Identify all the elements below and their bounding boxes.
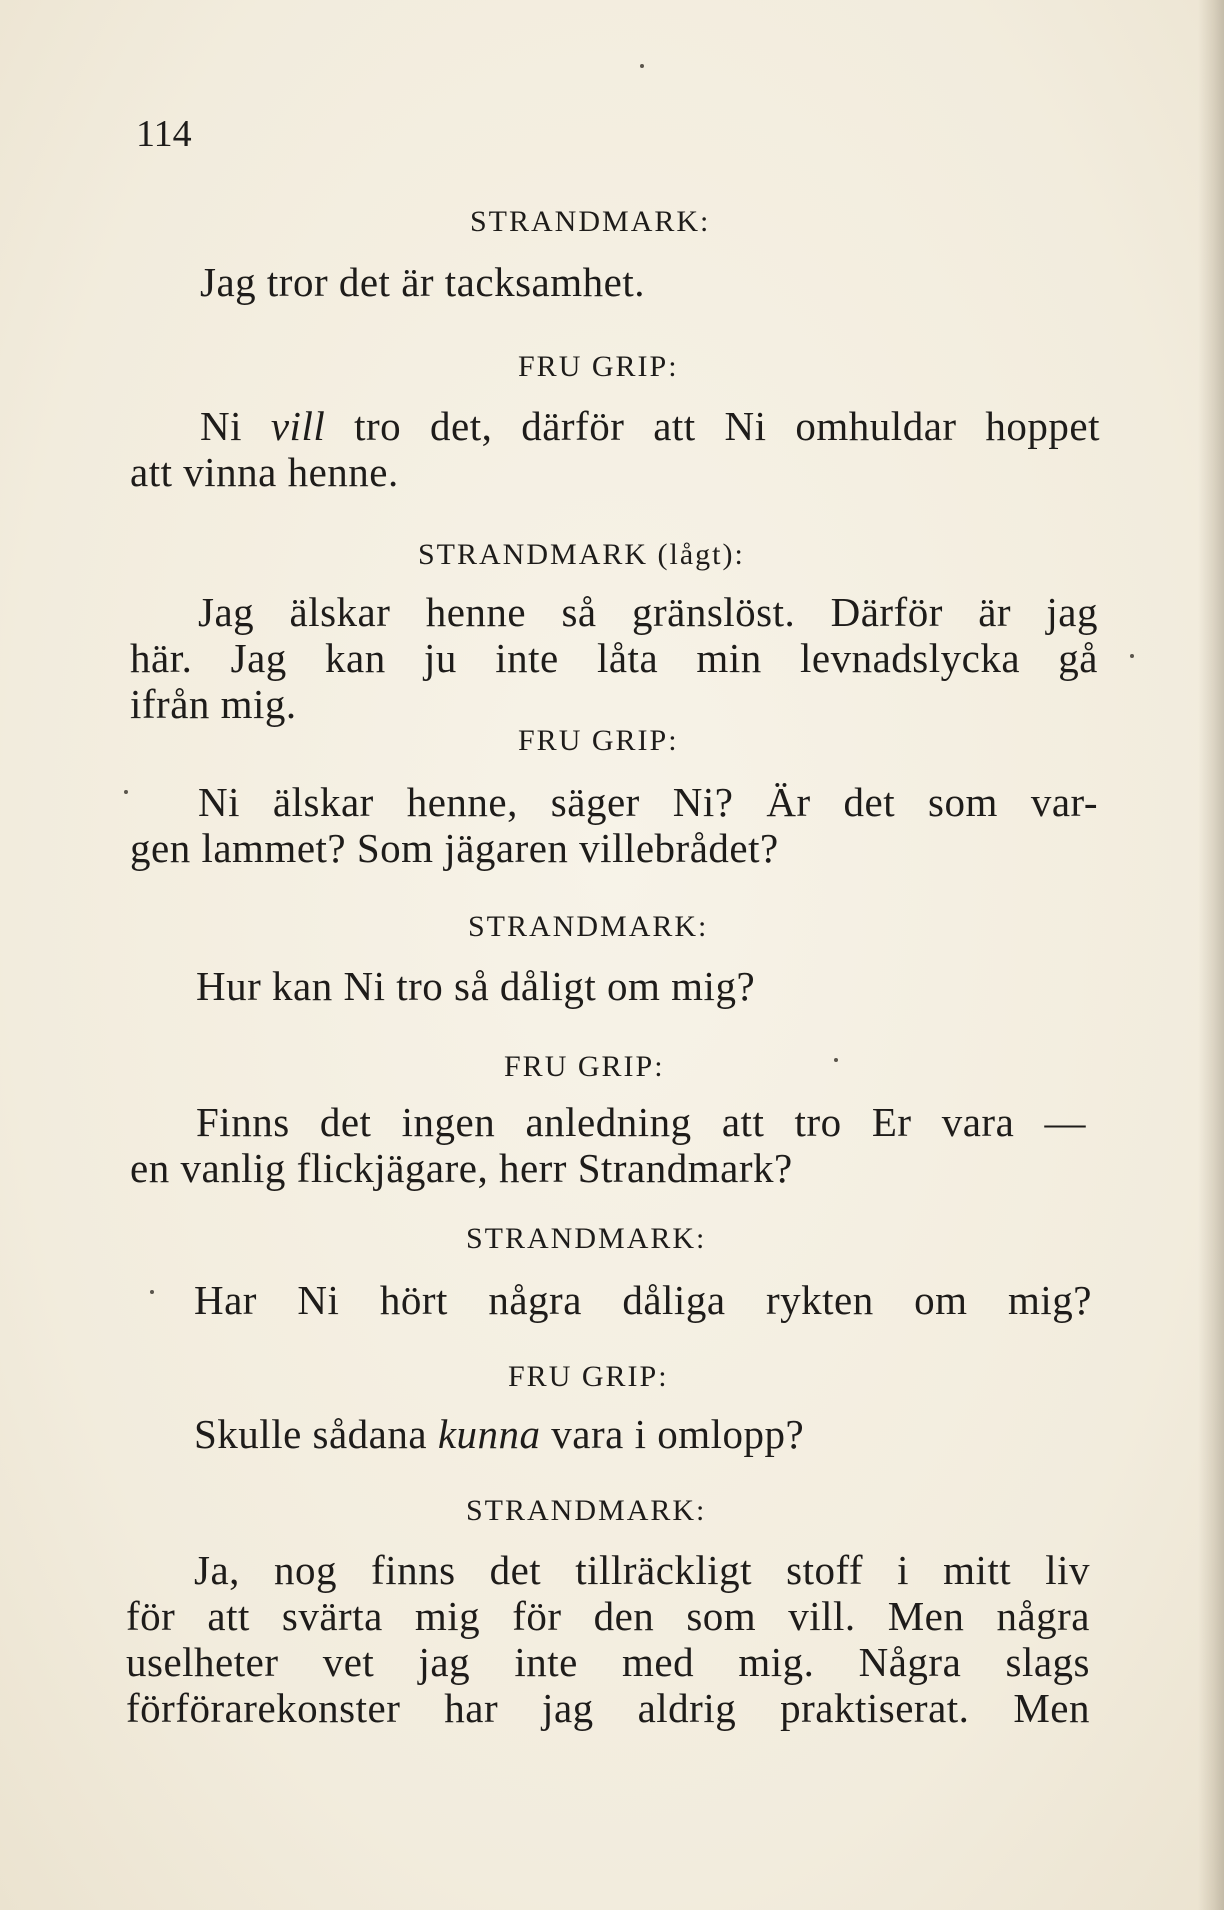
dialogue-line: Hur kan Ni tro så dåligt om mig? bbox=[196, 963, 756, 1009]
speaker-label: STRANDMARK: bbox=[468, 910, 709, 943]
paper-speck bbox=[640, 64, 644, 68]
dialogue-line: Har Ni hört några dåliga rykten om mig? bbox=[194, 1277, 1092, 1323]
dialogue-line: uselheter vet jag inte med mig. Några slags bbox=[126, 1639, 1090, 1685]
dialogue-line-text: Skulle sådana kunna vara i omlopp? bbox=[194, 1411, 805, 1457]
paper-speck bbox=[150, 1290, 154, 1294]
dialogue-line: förförarekonster har jag aldrig praktiserat. Men bbox=[126, 1685, 1090, 1731]
speaker-label: FRU GRIP: bbox=[504, 1050, 665, 1083]
speaker-label: STRANDMARK (lågt): bbox=[418, 538, 745, 571]
page-spine-shadow bbox=[1198, 0, 1224, 1910]
emphasis-word: kunna bbox=[437, 1411, 541, 1457]
paper-speck bbox=[834, 1058, 838, 1062]
page-number: 114 bbox=[136, 113, 192, 155]
dialogue-line: Ja, nog finns det tillräckligt stoff i mitt liv bbox=[194, 1547, 1090, 1593]
dialogue-line: att vinna henne. bbox=[130, 449, 399, 495]
speaker-label: STRANDMARK: bbox=[466, 1494, 707, 1527]
dialogue-line: en vanlig flickjägare, herr Strandmark? bbox=[130, 1145, 793, 1191]
speaker-label: STRANDMARK: bbox=[466, 1222, 707, 1255]
speaker-label: STRANDMARK: bbox=[470, 205, 711, 238]
dialogue-line bbox=[200, 402, 1100, 450]
dialogue-line bbox=[194, 1410, 804, 1458]
dialogue-line: Jag älskar henne så gränslöst. Därför är jag bbox=[198, 589, 1098, 635]
dialogue-line: Finns det ingen anledning att tro Er vara — bbox=[196, 1099, 1086, 1145]
dialogue-line: för att svärta mig för den som vill. Men några bbox=[126, 1593, 1090, 1639]
speaker-label: FRU GRIP: bbox=[518, 350, 679, 383]
dialogue-line: ifrån mig. bbox=[130, 681, 297, 727]
dialogue-line: Jag tror det är tacksamhet. bbox=[200, 259, 645, 305]
emphasis-word: vill bbox=[270, 403, 326, 449]
speaker-label: FRU GRIP: bbox=[508, 1360, 669, 1393]
paper-speck bbox=[1130, 654, 1134, 658]
dialogue-line: gen lammet? Som jägaren villebrådet? bbox=[130, 825, 779, 871]
dialogue-line: här. Jag kan ju inte låta min levnadslycka gå bbox=[130, 635, 1098, 681]
dialogue-line-text: Ni vill tro det, därför att Ni omhuldar hoppet bbox=[200, 403, 1100, 449]
speaker-label: FRU GRIP: bbox=[518, 724, 679, 757]
dialogue-line: Ni älskar henne, säger Ni? Är det som var- bbox=[198, 779, 1098, 825]
paper-speck bbox=[124, 790, 128, 794]
